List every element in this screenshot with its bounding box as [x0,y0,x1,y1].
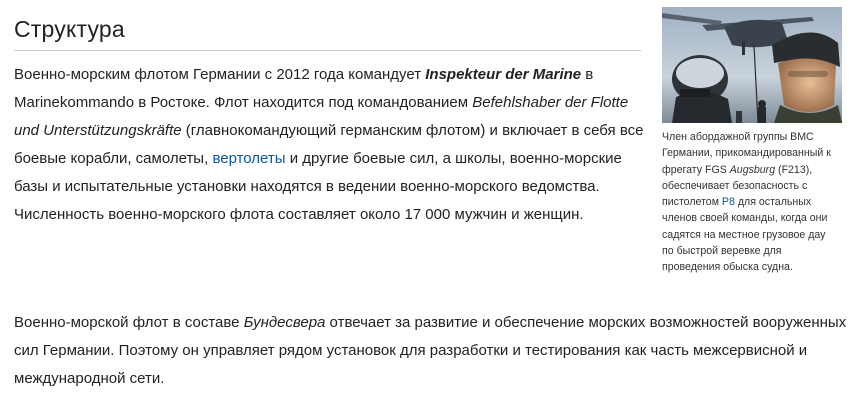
helicopters-link[interactable]: вертолеты [212,150,286,167]
p1-text-4: и другие боевые сил, а школы, военно-морские базы и испытательные установки находятся в ведении военно-морского ведомства. Численность военно-морского флота составляет около 17 000 мужчин и женщин. [14,150,622,223]
caption-text-1: Член абордажной группы ВМС Германии, прикомандированный к фрегату FGS [662,131,831,176]
caption-text-2: (F213), обеспечивает безопасность с пистолетом [662,163,813,209]
paragraph-command-structure [14,61,644,229]
p1-befehlshaber-term: Befehlshaber der Flotte und Unterstützungskräfte [14,94,629,139]
boarding-team-photo[interactable] [662,7,842,123]
p1-inspekteur-term: Inspekteur der Marine [425,66,582,83]
section-heading: Структура [14,16,125,42]
p2-bundeswehr-term: Бундесвера [243,314,326,331]
heading-divider [14,50,641,51]
paragraph-bundeswehr-role [14,309,854,393]
p1-text-2: в Marinekommando в Ростоке. Флот находится под командованием [14,66,594,111]
p8-pistol-link[interactable]: P8 [721,196,735,209]
caption-text-3: для остальных членов своей команды, когда они садятся на местное грузовое дау по быстрой веревке для проведения обыска судна. [662,196,828,274]
p2-text-1: Военно-морской флот в составе [14,314,244,331]
boarding-team-figure [662,7,842,307]
p1-text-1: Военно-морским флотом Германии с 2012 года командует [14,66,426,83]
figure-caption [662,129,840,276]
p1-text-3: (главнокомандующий германским флотом) и включает в себя все боевые корабли, самолеты, [14,122,644,167]
caption-ship-name: Augsburg [729,163,776,176]
p2-text-2: отвечает за развитие и обеспечение морских возможностей вооруженных сил Германии. Поэтому он управляет рядом установок для разработки и тестирования как часть межсервисной и международной сети. [14,314,847,387]
